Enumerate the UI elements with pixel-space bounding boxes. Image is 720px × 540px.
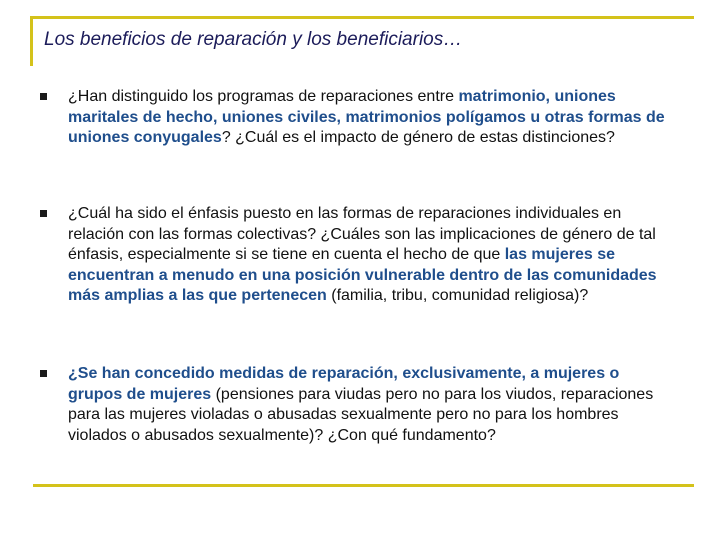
bullet-2-segment-3: (familia, tribu, comunidad religiosa)? [326, 287, 589, 304]
bullet-3-emphasis: ¿Se han concedido medidas de reparación, exclusivamente, a mujeres o grupos de mujeres [68, 365, 620, 403]
bullet-3-segment-2: (pensiones para viudas pero no para los viudos, reparaciones para las mujeres violadas o abusadas sexualmente pero no para los hombres violados o abusados sexualmente)? ¿Con qué fundamento? [68, 385, 654, 444]
square-bullet-icon [40, 93, 47, 100]
bullet-text-1 [68, 87, 676, 149]
bullet-1-segment-3: ? ¿Cuál es el impacto de género de estas distinciones? [221, 129, 615, 146]
frame-left-rule [30, 16, 33, 66]
bullet-text-2 [68, 204, 676, 307]
bullet-1-emphasis: matrimonio, uniones maritales de hecho, uniones civiles, matrimonios polígamos u otras formas de uniones conyugales [68, 88, 665, 146]
square-bullet-icon [40, 370, 47, 377]
bullet-text-3 [68, 364, 676, 446]
bullet-2-segment-1: ¿Cuál ha sido el énfasis puesto en las formas de reparaciones individuales en relación con las formas colectivas? ¿Cuáles son las implicaciones de género de tal énfasis, especialmente si se tiene en cuenta el hecho de que [68, 205, 656, 263]
bullet-1-segment-1: ¿Han distinguido los programas de reparaciones entre [68, 88, 459, 105]
square-bullet-icon [40, 210, 47, 217]
frame-bottom-rule [33, 484, 694, 487]
bullet-2-emphasis: las mujeres se encuentran a menudo en una posición vulnerable dentro de las comunidades más amplias a las que pertenecen [68, 246, 657, 304]
slide-title: Los beneficios de reparación y los beneficiarios… [44, 29, 463, 50]
frame-top-rule [30, 16, 694, 19]
